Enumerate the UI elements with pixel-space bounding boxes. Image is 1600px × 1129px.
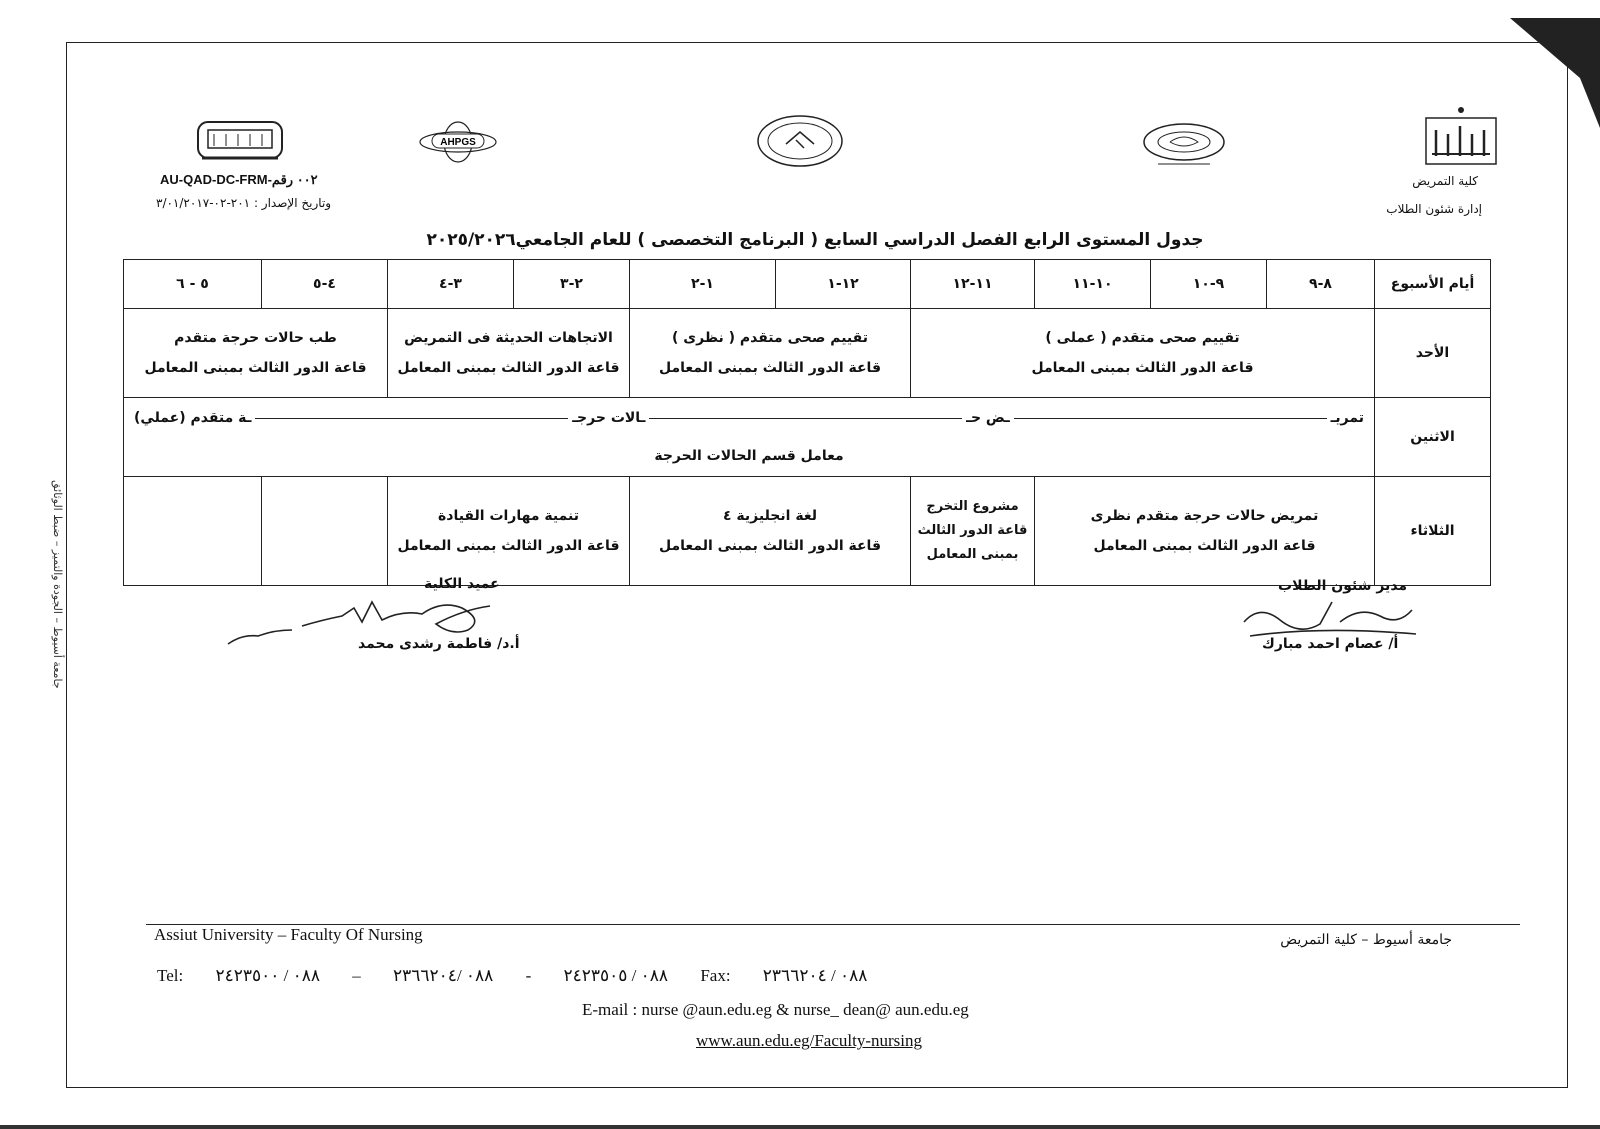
student-affairs-title: مدير شئون الطلاب	[1278, 578, 1408, 594]
footer-university-ar: جامعة أسيوط – كلية التمريض	[1280, 932, 1452, 948]
class-cell	[630, 477, 911, 586]
room-name: قاعة الدور الثالث بمبنى المعامل	[397, 360, 620, 376]
class-cell	[911, 309, 1375, 398]
scan-edge	[0, 1125, 1600, 1129]
room-name: قاعة الدور الثالث بمبنى المعامل	[659, 538, 881, 554]
course-name: تمريض حالات حرجة متقدم نظرى	[1090, 508, 1319, 524]
fax-label: Fax:	[700, 966, 731, 985]
table-row-sunday	[124, 309, 1491, 398]
day-label: الاثنين	[1375, 398, 1491, 477]
course-segment: ـة متقدم (عملي)	[134, 410, 252, 426]
header-slot: ١٠-١١	[1035, 260, 1151, 309]
ahpgs-logo	[418, 120, 498, 166]
empty-cell	[124, 477, 262, 586]
stretch-line	[649, 418, 962, 419]
footer-email: E-mail : nurse @aun.edu.eg & nurse_ dean@ aun.edu.eg	[582, 1000, 969, 1019]
room-name: قاعة الدور الثالث	[917, 523, 1028, 538]
class-cell	[630, 309, 911, 398]
table-row-monday	[124, 398, 1491, 477]
tel-number: ٠٨٨ /٢٣٦٦٢٠٤	[393, 966, 494, 985]
course-name: تقييم صحى متقدم ( عملى )	[1045, 330, 1240, 346]
table-row-tuesday	[124, 477, 1491, 586]
course-name: لغة انجليزية ٤	[723, 508, 817, 524]
separator: –	[352, 966, 361, 985]
header-slot: ١٢-١	[776, 260, 911, 309]
course-segment: ـالات حرجـ	[572, 410, 646, 426]
class-cell	[124, 398, 1375, 477]
stretch-line	[1014, 418, 1327, 419]
room-name: قاعة الدور الثالث بمبنى المعامل	[144, 360, 367, 376]
schedule-table	[123, 259, 1491, 586]
nursing-center-logo-icon	[1140, 120, 1228, 168]
course-name	[134, 410, 1364, 426]
room-name: بمبنى المعامل	[926, 547, 1019, 562]
footer-contact	[157, 966, 895, 986]
day-label: الأحد	[1375, 309, 1491, 398]
dean-title: عميد الكلية	[424, 576, 500, 592]
fax-number: ٠٨٨ / ٢٣٦٦٢٠٤	[762, 966, 868, 985]
day-label: الثلاثاء	[1375, 477, 1491, 586]
class-cell	[124, 309, 388, 398]
course-name: طب حالات حرجة متقدم	[174, 330, 337, 346]
stretch-line	[255, 418, 568, 419]
room-name: معامل قسم الحالات الحرجة	[654, 448, 844, 464]
dean-name: أ.د/ فاطمة رشدى محمد	[358, 636, 520, 652]
room-name: قاعة الدور الثالث بمبنى المعامل	[659, 360, 881, 376]
assiut-university-logo-icon	[1418, 104, 1504, 170]
footer-university: Assiut University – Faculty Of Nursing	[154, 925, 423, 944]
course-name: تقييم صحى متقدم ( نظرى )	[672, 330, 868, 346]
class-cell	[388, 477, 630, 586]
class-cell	[1035, 477, 1375, 586]
course-segment: تمريـ	[1330, 410, 1364, 426]
ahpgs-logo-text: AHPGS	[440, 137, 476, 148]
course-name: الاتجاهات الحديثة فى التمريض	[404, 330, 613, 346]
tel-number: ٠٨٨ / ٢٤٢٣٥٠٠	[215, 966, 321, 985]
empty-cell	[262, 477, 388, 586]
header-slot: ١-٢	[630, 260, 776, 309]
tel-label: Tel:	[157, 966, 184, 985]
header-slot: ٨-٩	[1267, 260, 1375, 309]
scan-corner-mark	[1510, 18, 1600, 128]
faculty-name: كلية التمريض	[1412, 174, 1478, 188]
room-name: قاعة الدور الثالث بمبنى المعامل	[1031, 360, 1254, 376]
department-name: إدارة شئون الطلاب	[1386, 202, 1482, 216]
header-slot: ٩-١٠	[1151, 260, 1267, 309]
class-cell	[388, 309, 630, 398]
course-name: مشروع التخرج	[926, 499, 1019, 514]
course-name: تنمية مهارات القيادة	[438, 508, 579, 524]
footer-website-link[interactable]: www.aun.edu.eg/Faculty-nursing	[696, 1031, 922, 1050]
header-slot: ٥ - ٦	[124, 260, 262, 309]
room-name: قاعة الدور الثالث بمبنى المعامل	[1093, 538, 1316, 554]
page-title: جدول المستوى الرابع الفصل الدراسي السابع ( البرنامج التخصصى ) للعام الجامعي٢٠٢٥/٢٠٢٦	[426, 230, 1204, 250]
header-slot: ٤-٥	[262, 260, 388, 309]
side-watermark-text: جامعة أسيوط – الجودة والتميز – ضبط الوثائق	[51, 480, 64, 689]
header-slot: ٣-٤	[388, 260, 514, 309]
class-cell	[911, 477, 1035, 586]
student-affairs-name: أ/ عصام احمد مبارك	[1262, 636, 1399, 652]
quality-seal-logo-icon	[756, 114, 844, 168]
issue-date: وتاريخ الإصدار : ٢٠١-٠٢-٣/٠١/٢٠١٧	[156, 196, 332, 210]
room-name: قاعة الدور الثالث بمبنى المعامل	[397, 538, 620, 554]
header-slot: ٢-٣	[514, 260, 630, 309]
document-code: AU-QAD-DC-FRM-٠٠٢ رقم	[160, 172, 318, 187]
course-segment: ـض حـ	[966, 410, 1010, 426]
assiut-hospital-logo-icon	[192, 116, 288, 166]
header-days: أيام الأسبوع	[1375, 260, 1491, 309]
separator: -	[525, 966, 532, 985]
tel-number: ٠٨٨ / ٢٤٢٣٥٠٥	[563, 966, 669, 985]
table-header-row	[124, 260, 1491, 309]
header-slot: ١١-١٢	[911, 260, 1035, 309]
